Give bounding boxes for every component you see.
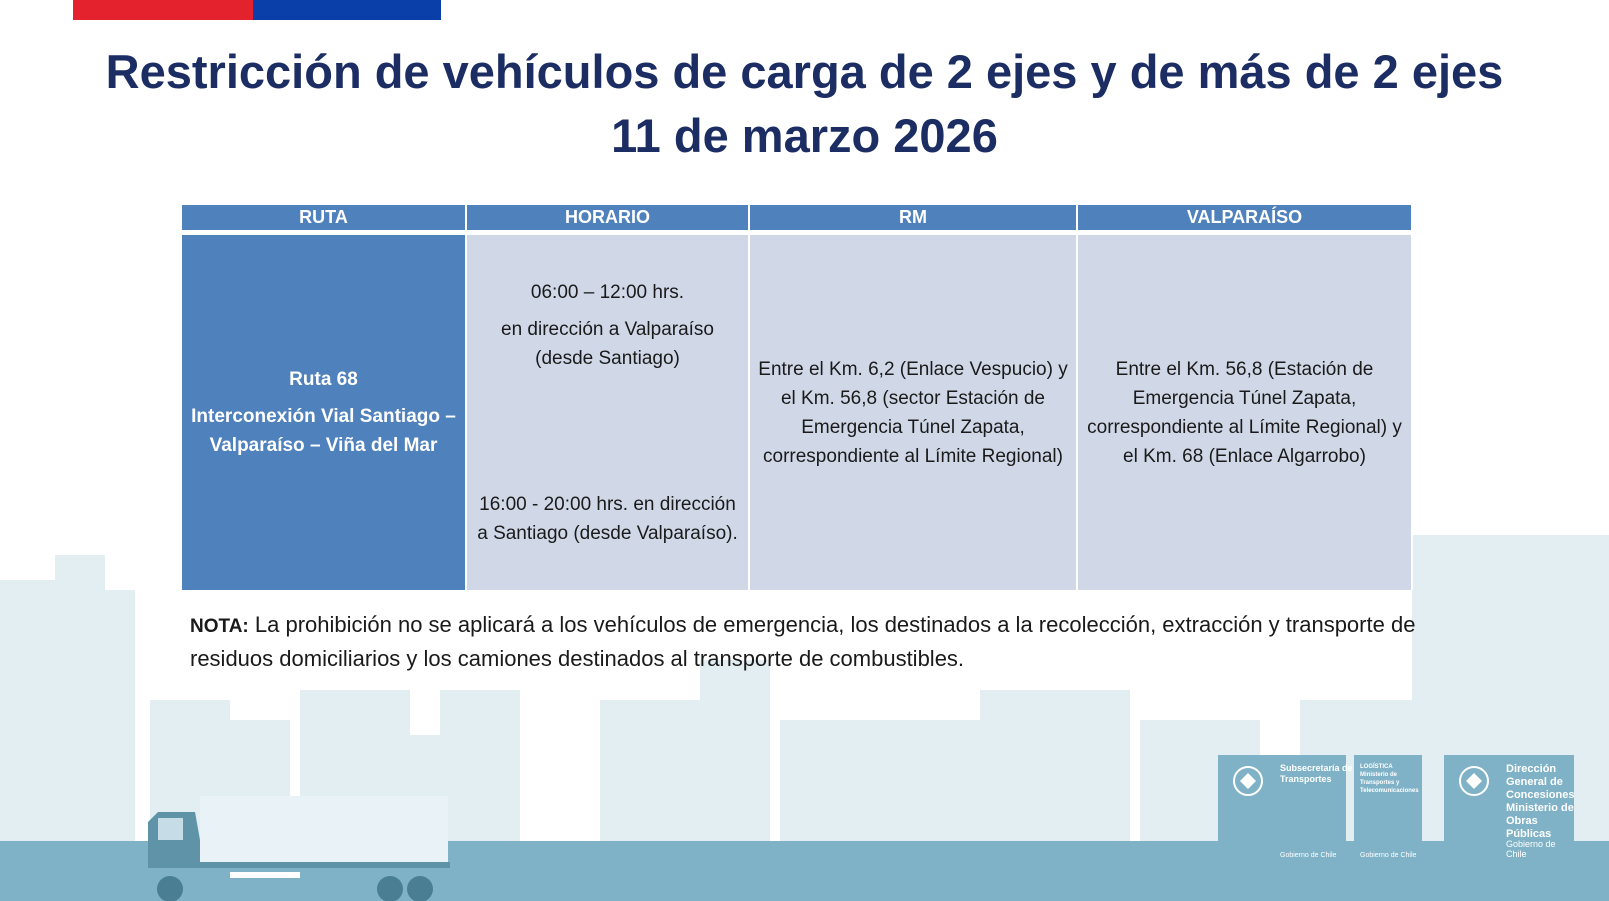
horario-cell	[466, 233, 749, 591]
logo-direccion-concesiones	[1444, 755, 1574, 875]
logo-footer: Gobierno de Chile	[1506, 839, 1556, 859]
header-ruta: RUTA	[182, 205, 466, 233]
logo-label: Subsecretaría de Transportes	[1280, 763, 1353, 784]
note-text: La prohibición no se aplicará a los vehículos de emergencia, los destinados a la recolección, extracción y transporte de residuos domiciliarios y los camiones destinados al transporte de combustibles.	[190, 612, 1416, 671]
header-horario: HORARIO	[466, 205, 749, 233]
restriction-table	[182, 205, 1413, 590]
chile-crest-icon	[1226, 763, 1270, 803]
table-row	[182, 233, 1412, 591]
valparaiso-cell: Entre el Km. 56,8 (Estación de Emergencia Túnel Zapata, correspondiente al Límite Regional) y el Km. 68 (Enlace Algarrobo)	[1077, 233, 1412, 591]
route-cell	[182, 233, 466, 591]
note-label: NOTA:	[190, 616, 249, 637]
horario-evening: 16:00 - 20:00 hrs. en dirección a Santiago (desde Valparaíso).	[477, 493, 738, 544]
title-line-1: Restricción de vehículos de carga de 2 ejes y de más de 2 ejes	[105, 45, 1504, 98]
note-paragraph	[190, 609, 1430, 675]
logo-label: LOGÍSTICA Ministerio de Transportes y Telecomunicaciones	[1360, 764, 1419, 794]
chile-crest-icon	[1452, 763, 1496, 803]
horario-morning-direction: en dirección a Valparaíso (desde Santiago)	[501, 318, 714, 369]
logo-label: Dirección General de Concesiones Ministerio de Obras Públicas	[1506, 763, 1575, 840]
route-name: Ruta 68	[289, 369, 358, 390]
header-rm: RM	[749, 205, 1077, 233]
page-title	[0, 40, 1609, 168]
logo-subsecretaria-transportes	[1218, 755, 1353, 875]
flag-color-bar	[73, 0, 441, 20]
logo-footer: Gobierno de Chile	[1280, 852, 1337, 859]
horario-morning-time: 06:00 – 12:00 hrs.	[530, 281, 685, 303]
table-header-row	[182, 205, 1412, 233]
title-line-2: 11 de marzo 2026	[611, 109, 998, 162]
header-valparaiso: VALPARAÍSO	[1077, 205, 1412, 233]
flag-blue-stripe	[253, 0, 441, 20]
logo-footer: Gobierno de Chile	[1360, 852, 1417, 859]
logo-logistica	[1354, 755, 1422, 875]
route-description: Interconexión Vial Santiago – Valparaíso – Viña del Mar	[191, 406, 456, 456]
rm-cell: Entre el Km. 6,2 (Enlace Vespucio) y el Km. 56,8 (sector Estación de Emergencia Túnel Zapata, correspondiente al Límite Regional)	[749, 233, 1077, 591]
flag-red-stripe	[73, 0, 253, 20]
